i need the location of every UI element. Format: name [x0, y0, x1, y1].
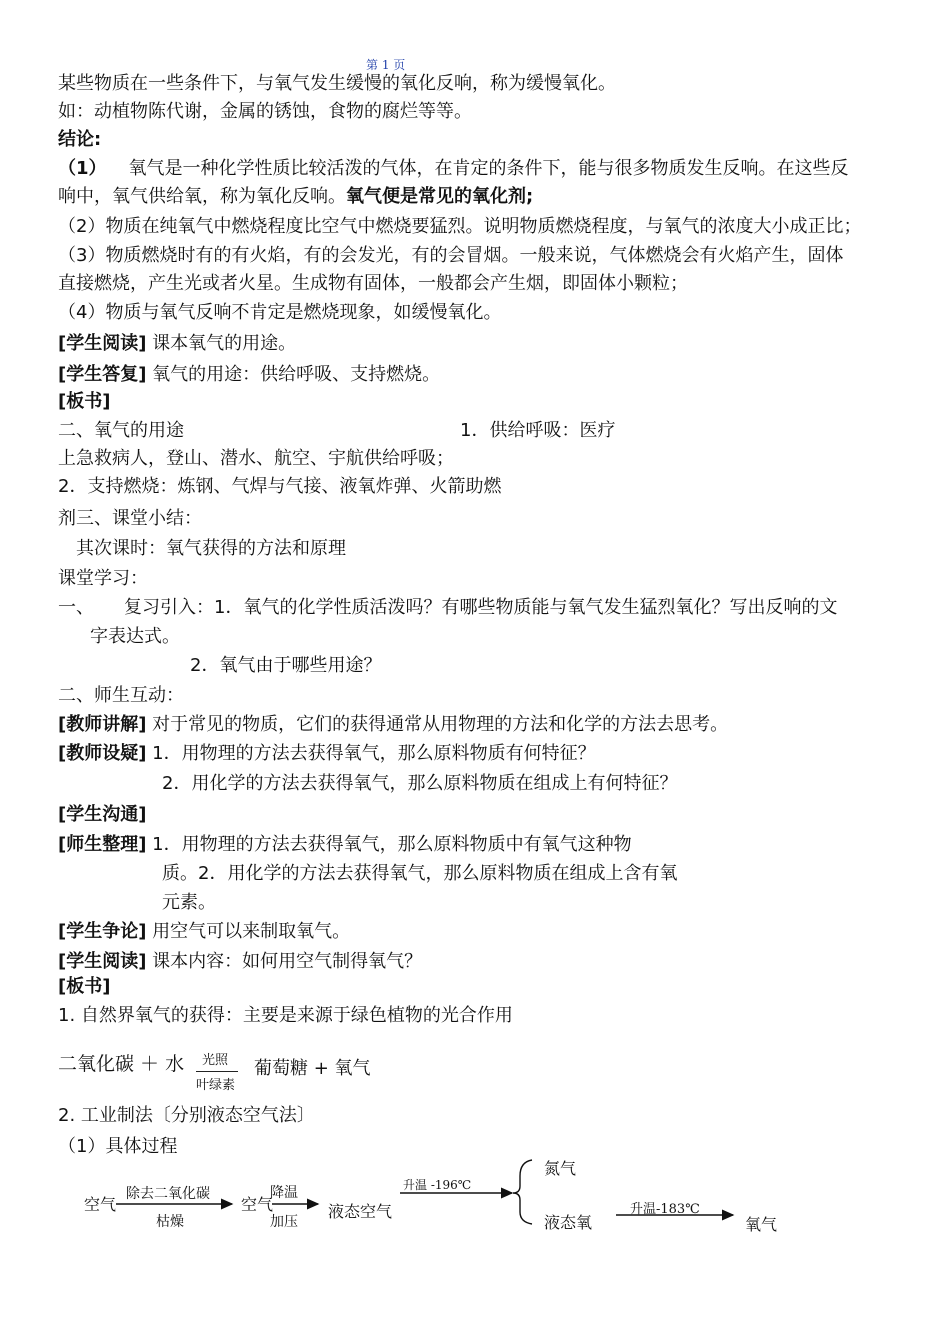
equation-condition-below: 叶绿素	[196, 1078, 236, 1093]
natural-oxygen: 1. 自然界氧气的获得：主要是来源于绿色植物的光合作用	[58, 1005, 513, 1026]
tag-text: 课本内容：如何用空气制得氧气？	[146, 951, 423, 972]
summary-line-2: 质。2．用化学的方法去获得氧气，那么原料物质在组成上含有氧	[162, 863, 678, 884]
uses-heading: 二、氧气的用途	[58, 420, 184, 441]
class-study-heading: 课堂学习：	[58, 568, 148, 589]
tag-label: [师生整理]	[58, 834, 147, 855]
text-line-1: 某些物质在一些条件下，与氧气发生缓慢的氧化反响，称为缓慢氧化。	[58, 73, 616, 94]
process-heading: （1）具体过程	[58, 1136, 178, 1157]
equation-right: 葡萄糖 + 氧气	[254, 1058, 371, 1079]
industrial-method: 2. 工业制法〔分别液态空气法〕	[58, 1105, 315, 1126]
text-line-2: 如：动植物陈代谢，金属的锈蚀，食物的腐烂等等。	[58, 101, 472, 122]
uses-item-2: 2．支持燃烧：炼钢、气焊与气接、液氧炸弹、火箭助燃	[58, 476, 502, 497]
teacher-question-2: 2．用化学的方法去获得氧气，那么原料物质在组成上有何特征？	[162, 773, 678, 794]
second-lesson-title: 其次课时：氧气获得的方法和原理	[76, 538, 346, 559]
tag-text: 对于常见的物质，它们的获得通常从用物理的方法和化学的方法去思考。	[146, 714, 729, 735]
flow-step2-top: 降温	[270, 1185, 298, 1201]
branch-brace	[513, 1160, 532, 1224]
conclusion-3-line-2: 直接燃烧，产生光或者火星。生成物有固体，一般都会产生烟，即固体小颗粒；	[58, 273, 688, 294]
tag-text: 用空气可以来制取氧气。	[146, 921, 351, 942]
flow-step1-top: 除去二氧化碳	[126, 1186, 210, 1202]
summary-heading: 剂三、课堂小结：	[58, 508, 202, 529]
tag-text: 1．用物理的方法去获得氧气，那么原料物质中有氧气这种物	[146, 834, 632, 855]
page-number: 第 1 页	[366, 58, 406, 72]
review-line-2: 字表达式。	[90, 626, 180, 647]
tag-text: 1．用物理的方法去获得氧气，那么原料物质有何特征？	[146, 743, 596, 764]
flow-step4-top: 升温-183℃	[630, 1202, 700, 1217]
tag-label: [学生阅读]	[58, 951, 147, 972]
flow-air-2: 空气	[241, 1195, 274, 1214]
flow-liquid-air: 液态空气	[328, 1202, 393, 1221]
conclusion-1-text: 氧气是一种化学性质比较活泼的气体，在肯定的条件下，能与很多物质发生反响。在这些反	[128, 158, 849, 179]
tag-label: [学生争论]	[58, 921, 147, 942]
review-number: 一、	[58, 597, 94, 618]
board-heading-2: [板书]	[58, 976, 111, 997]
oxidizer-statement: 氧气便是常见的氧化剂;	[346, 186, 534, 207]
conclusion-1-text-2: 响中，氧气供给氧，称为氧化反响。	[58, 186, 346, 207]
flow-step1-bottom: 枯燥	[156, 1214, 184, 1230]
tag-label: [教师设疑]	[58, 743, 147, 764]
equation-left: 二氧化碳 ＋ 水	[58, 1053, 185, 1075]
conclusion-3-line-1: （3）物质燃烧时有的有火焰，有的会发光，有的会冒烟。一般来说，气体燃烧会有火焰产生，固体	[58, 245, 844, 266]
conclusion-2: （2）物质在纯氧气中燃烧程度比空气中燃烧要猛烈。说明物质燃烧程度，与氧气的浓度大小成正比；	[58, 216, 862, 237]
flow-oxygen: 氧气	[745, 1215, 778, 1234]
uses-item-1: 1．供给呼吸：医疗	[460, 420, 616, 441]
board-heading-1: [板书]	[58, 391, 111, 412]
tag-label: [学生阅读]	[58, 333, 147, 354]
interaction-heading: 二、师生互动：	[58, 685, 184, 706]
flow-air-1: 空气	[84, 1195, 117, 1214]
flow-step2-bottom: 加压	[270, 1214, 298, 1230]
student-communication: [学生沟通]	[58, 804, 147, 825]
tag-label: [教师讲解]	[58, 714, 147, 735]
tag-text: 氧气的用途：供给呼吸、支持燃烧。	[146, 364, 441, 385]
conclusion-1-number: （1）	[58, 158, 107, 179]
review-question-2: 2．氧气由于哪些用途？	[190, 655, 382, 676]
summary-line-3: 元素。	[162, 892, 216, 913]
conclusion-4: （4）物质与氧气反响不肯定是燃烧现象，如缓慢氧化。	[58, 302, 502, 323]
tag-label: [学生答复]	[58, 364, 147, 385]
uses-item-1-cont: 上急救病人，登山、潜水、航空、宇航供给呼吸；	[58, 448, 454, 469]
flow-nitrogen: 氮气	[544, 1159, 577, 1178]
flow-liquid-oxygen: 液态氧	[544, 1213, 593, 1232]
review-text: 复习引入：1．氧气的化学性质活泼吗？有哪些物质能与氧气发生猛烈氧化？写出反响的文	[124, 597, 838, 618]
conclusion-heading: 结论:	[58, 129, 102, 150]
tag-text: 课本氧气的用途。	[146, 333, 297, 354]
equation-condition-above: 光照	[202, 1053, 229, 1068]
flow-step3-top: 升温 -196℃	[403, 1178, 472, 1192]
